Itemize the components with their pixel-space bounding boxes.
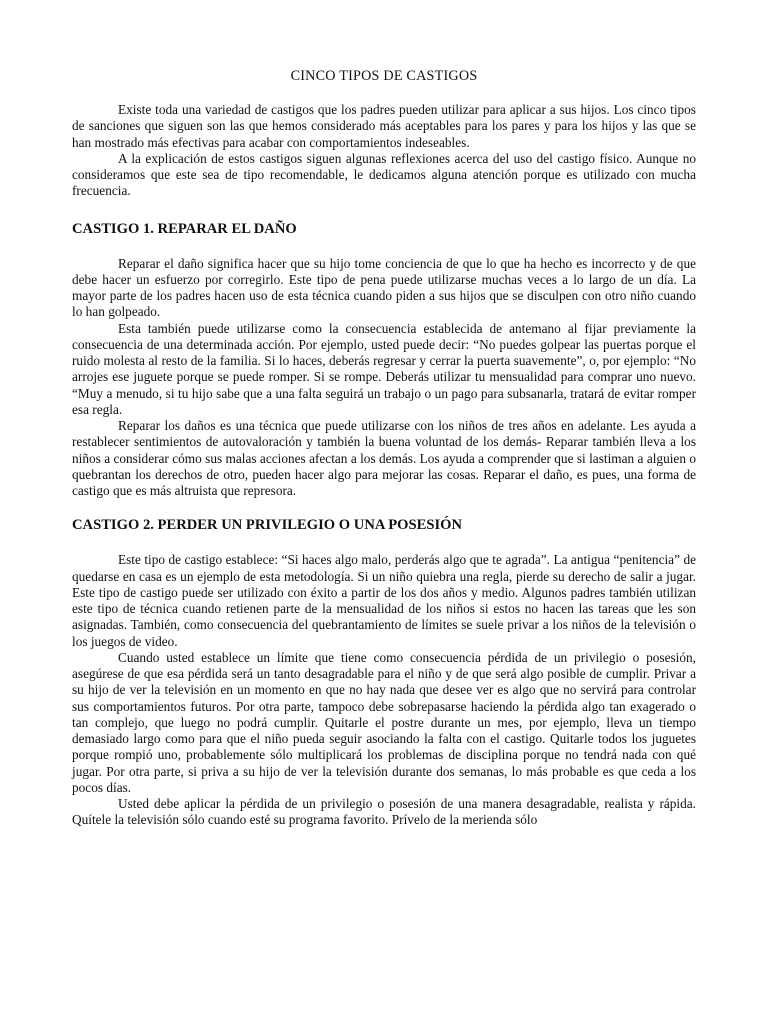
section-heading-1: CASTIGO 1. REPARAR EL DAÑO — [72, 220, 297, 237]
section-1-paragraph-3: Reparar los daños es una técnica que puede utilizarse con los niños de tres años en adelante. Les ayuda a restablecer sentimientos de autovaloración y también la buena voluntad de los demás- Reparar también lleva a los niños a considerar cómo sus malas acciones afectan a los demás. Los ayuda a comprender que si lastiman a alguien o quebrantan los derechos de otro, pueden hacer algo para mejorar las cosas. Reparar el daño, es pues, una forma de castigo que es más altruista que represora. — [72, 418, 696, 498]
section-1-paragraph-2: Esta también puede utilizarse como la consecuencia establecida de antemano al fijar previamente la consecuencia de una determinada acción. Por ejemplo, usted puede decir: “No puedes golpear las puertas porque el ruido molesta al resto de la familia. Si lo haces, deberás regresar y cerrar la puerta suavemente”, o, por ejemplo: “No arrojes ese juguete porque se puede romper. Si se rompe. Deberás utilizar tu mensualidad para comprar uno nuevo. “Muy a menudo, si tu hijo sabe que a una falta seguirá un trabajo o un pago para subsanarla, tratará de evitar romper esa regla. — [72, 320, 696, 417]
intro-section — [72, 102, 696, 200]
section-2-paragraph-3: Usted debe aplicar la pérdida de un privilegio o posesión de una manera desagradable, realista y rápida. Quítele la televisión sólo cuando esté su programa favorito. Prívelo de la merienda sólo — [72, 796, 696, 828]
section-castigo-1 — [72, 220, 696, 500]
section-2-paragraph-1: Este tipo de castigo establece: “Si haces algo malo, perderás algo que te agrada”. La antigua “penitencia” de quedarse en casa es un ejemplo de esta metodología. Si un niño quiebra una regla, pierde su derecho de salir a jugar. Este tipo de castigo puede ser utilizado con éxito a partir de los dos años y medio. Algunos padres también utilizan este tipo de técnica cuando retienen parte de la mensualidad de los niños si estos no hacen las tareas que les son asignadas. También, como consecuencia del quebrantamiento de límites se suele privar a los niños de la televisión o los juegos de video. — [72, 552, 696, 649]
intro-paragraph-1: Existe toda una variedad de castigos que los padres pueden utilizar para aplicar a sus hijos. Los cinco tipos de sanciones que siguen son las que hemos considerado más aceptables para los pares y para los hijos y las que se han mostrado más efectivas para acabar con comportamientos indeseables. — [72, 102, 696, 150]
document-title: CINCO TIPOS DE CASTIGOS — [290, 68, 478, 84]
section-heading-2: CASTIGO 2. PERDER UN PRIVILEGIO O UNA POSESIÓN — [72, 517, 463, 534]
intro-paragraph-2: A la explicación de estos castigos siguen algunas reflexiones acerca del uso del castigo físico. Aunque no consideramos que este sea de tipo recomendable, le dedicamos alguna atención porque es utilizado con mucha frecuencia. — [72, 150, 696, 199]
section-castigo-2 — [72, 516, 696, 828]
section-1-paragraph-1: Reparar el daño significa hacer que su hijo tome conciencia de que lo que ha hecho es incorrecto y de que debe hacer un esfuerzo por corregirlo. Este tipo de pena puede utilizarse muchas veces a lo largo de un día. La mayor parte de los padres hacen uso de esta técnica cuando piden a sus hijos que se disculpen con otro niño cuando lo han golpeado. — [72, 255, 696, 320]
section-2-paragraph-2: Cuando usted establece un límite que tiene como consecuencia pérdida de un privilegio o posesión, asegúrese de que esa pérdida será un tanto desagradable para el niño y de que será algo posible de cumplir. Privar a su hijo de ver la televisión en un momento en que no hay nada que desee ver es algo que no servirá para controlar sus comportamientos futuros. Por otra parte, tampoco debe sobrepasarse haciendo la pérdida algo tan exagerado o tan complejo, que luego no podrá cumplir. Quitarle el postre durante un mes, por ejemplo, lleva un tiempo demasiado largo como para que el niño pueda seguir asociando la falta con el castigo. Quitarle todos los juguetes porque rompió uno, probablemente sólo multiplicará los problemas de disciplina porque no tendrá nada con qué jugar. Por otra parte, si priva a su hijo de ver la televisión durante dos semanas, lo más probable es que ceda a los pocos días. — [72, 649, 696, 795]
